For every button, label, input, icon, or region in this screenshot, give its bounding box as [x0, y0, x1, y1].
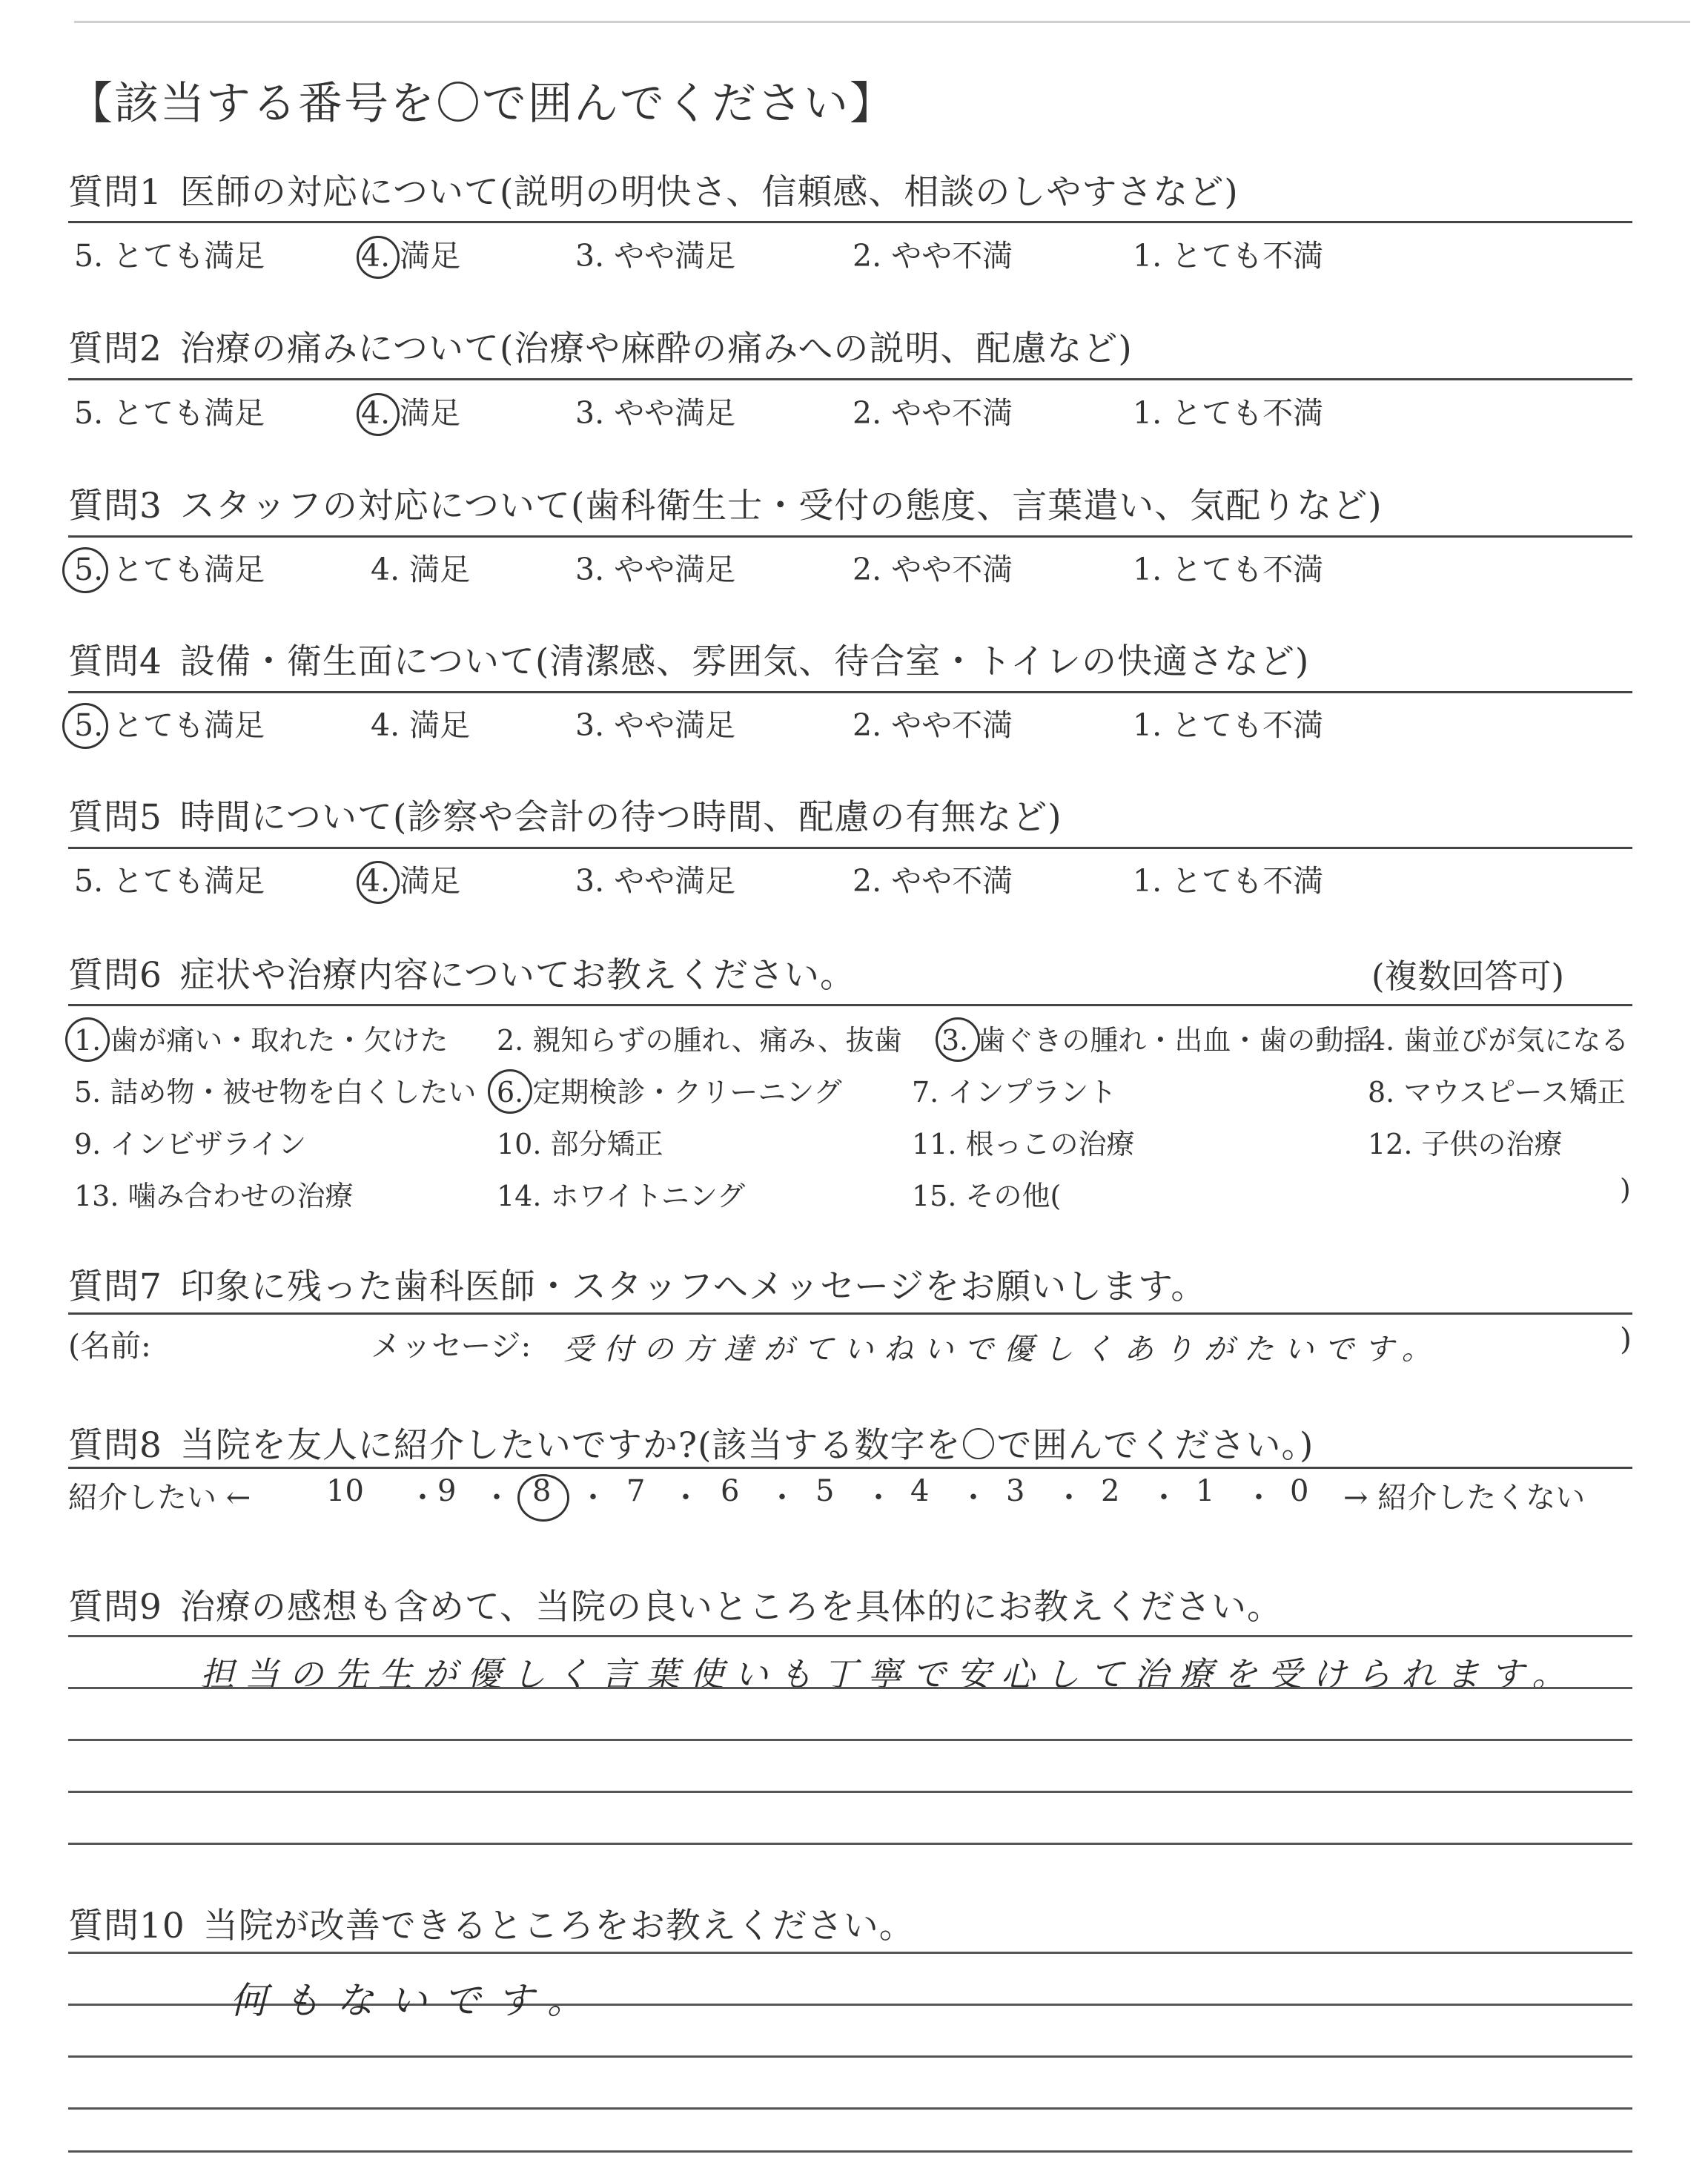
symptom-option-15[interactable]: 15. その他( — [912, 1180, 1062, 1212]
question-text: 治療の感想も含めて、当院の良いところを具体的にお教えください。 — [179, 1587, 1282, 1628]
writing-line — [68, 1635, 1632, 1637]
question-number: 質問3 — [68, 486, 162, 526]
symptom-option-7[interactable]: 7. インプラント — [912, 1076, 1117, 1109]
question-5-rule — [68, 847, 1632, 849]
question-text: 治療の痛みについて(治療や麻酔の痛みへの説明、配慮など) — [179, 328, 1133, 369]
writing-line — [68, 2150, 1632, 2153]
question-2-title — [68, 321, 1133, 371]
option-5[interactable]: 5. とても満足 — [74, 395, 265, 431]
question-8-rule — [68, 1467, 1632, 1469]
symptom-option-9[interactable]: 9. インビザライン — [74, 1128, 307, 1160]
scale-dot: ・ — [1244, 1481, 1274, 1515]
question-number: 質問7 — [68, 1266, 162, 1307]
writing-line — [68, 1687, 1632, 1689]
question-8-title — [68, 1418, 1314, 1467]
option-5[interactable]: 5. とても満足 — [74, 238, 265, 274]
symptom-option-14[interactable]: 14. ホワイトニング — [497, 1180, 746, 1212]
option-5[interactable]: 5. とても満足 — [74, 552, 265, 587]
question-number: 質問8 — [68, 1425, 162, 1466]
symptom-option-5[interactable]: 5. 詰め物・被せ物を白くしたい — [74, 1076, 477, 1109]
not-recommend-label: → 紹介したくない — [1343, 1481, 1586, 1515]
question-9-title — [68, 1579, 1282, 1629]
scale-6[interactable]: 6 — [721, 1474, 740, 1508]
question-text: スタッフの対応について(歯科衛生士・受付の態度、言葉遣い、気配りなど) — [179, 486, 1383, 526]
question-6-rule — [68, 1004, 1632, 1006]
question-number: 質問6 — [68, 955, 162, 996]
message-label: メッセージ: — [371, 1328, 532, 1364]
option-3[interactable]: 3. やや満足 — [575, 395, 736, 431]
question-text: 設備・衛生面について(清潔感、雰囲気、待合室・トイレの快適さなど) — [179, 641, 1310, 682]
symptom-option-11[interactable]: 11. 根っこの治療 — [912, 1128, 1135, 1160]
question-1-rule — [68, 221, 1632, 223]
writing-line — [68, 1952, 1632, 1954]
option-4[interactable]: 4. 満足 — [361, 395, 461, 431]
writing-line — [68, 2055, 1632, 2058]
selection-circle — [65, 1017, 110, 1062]
writing-line — [68, 1791, 1632, 1793]
option-1[interactable]: 1. とても不満 — [1133, 552, 1324, 587]
symptom-option-4[interactable]: 4. 歯並びが気になる — [1368, 1024, 1629, 1057]
scale-8[interactable]: 8 — [532, 1474, 552, 1508]
writing-line — [68, 1843, 1632, 1845]
option-4[interactable]: 4. 満足 — [371, 707, 471, 743]
symptom-option-3[interactable]: 3. 歯ぐきの腫れ・出血・歯の動揺 — [941, 1024, 1372, 1057]
scale-2[interactable]: 2 — [1101, 1474, 1120, 1508]
symptom-option-12[interactable]: 12. 子供の治療 — [1368, 1128, 1563, 1160]
question-2-rule — [68, 378, 1632, 380]
option-3[interactable]: 3. やや満足 — [575, 552, 736, 587]
scale-dot: ・ — [578, 1481, 608, 1515]
question-10-title — [68, 1898, 915, 1948]
option-3[interactable]: 3. やや満足 — [575, 238, 736, 274]
scale-3[interactable]: 3 — [1006, 1474, 1025, 1508]
option-3[interactable]: 3. やや満足 — [575, 863, 736, 899]
scale-dot: ・ — [959, 1481, 988, 1515]
scale-5[interactable]: 5 — [815, 1474, 835, 1508]
question-text: 印象に残った歯科医師・スタッフへメッセージをお願いします。 — [179, 1266, 1207, 1307]
question-text: 症状や治療内容についてお教えください。 — [179, 955, 855, 996]
selection-circle — [517, 1474, 569, 1522]
option-5[interactable]: 5. とても満足 — [74, 707, 265, 743]
name-label: (名前: — [68, 1328, 151, 1364]
symptom-option-2[interactable]: 2. 親知らずの腫れ、痛み、抜歯 — [497, 1024, 902, 1057]
question-6-title — [68, 948, 855, 997]
option-5[interactable]: 5. とても満足 — [74, 863, 265, 899]
option-1[interactable]: 1. とても不満 — [1133, 707, 1324, 743]
question-number: 質問2 — [68, 328, 162, 369]
other-close-paren: ) — [1620, 1173, 1631, 1206]
scale-7[interactable]: 7 — [626, 1474, 646, 1508]
selection-circle — [357, 236, 400, 279]
message-close-paren: ) — [1620, 1321, 1632, 1357]
writing-line — [68, 2107, 1632, 2110]
scale-1[interactable]: 1 — [1196, 1474, 1215, 1508]
recommend-label: 紹介したい ← — [68, 1481, 251, 1515]
question-number: 質問9 — [68, 1587, 162, 1628]
writing-line — [68, 1739, 1632, 1741]
good-points-handwritten: 担当の先生が優しく言葉使いも丁寧で安心して治療を受けられます。 — [200, 1654, 1577, 1694]
question-text: 当院が改善できるところをお教えください。 — [202, 1906, 915, 1946]
question-7-title — [68, 1259, 1206, 1309]
selection-circle — [62, 703, 108, 749]
selection-circle — [936, 1017, 980, 1062]
scale-dot: ・ — [864, 1481, 893, 1515]
scale-dot: ・ — [482, 1481, 512, 1515]
symptom-option-10[interactable]: 10. 部分矯正 — [497, 1128, 663, 1160]
scale-dot: ・ — [1149, 1481, 1179, 1515]
question-3-title — [68, 478, 1383, 528]
symptom-option-8[interactable]: 8. マウスピース矯正 — [1368, 1076, 1626, 1109]
question-3-rule — [68, 535, 1632, 538]
scale-dot: ・ — [408, 1481, 437, 1515]
question-1-title — [68, 165, 1239, 214]
top-border — [74, 21, 1690, 23]
option-1[interactable]: 1. とても不満 — [1133, 238, 1324, 274]
question-number: 質問1 — [68, 172, 162, 213]
option-1[interactable]: 1. とても不満 — [1133, 863, 1324, 899]
option-3[interactable]: 3. やや満足 — [575, 707, 736, 743]
scale-dot: ・ — [1054, 1481, 1084, 1515]
question-4-rule — [68, 691, 1632, 693]
option-2[interactable]: 2. やや不満 — [853, 552, 1013, 587]
symptom-option-13[interactable]: 13. 噛み合わせの治療 — [74, 1180, 354, 1212]
improvement-handwritten: 何もないです。 — [230, 1979, 600, 2022]
option-4[interactable]: 4. 満足 — [361, 238, 461, 274]
scale-9[interactable]: 9 — [437, 1474, 457, 1508]
question-number: 質問4 — [68, 641, 162, 682]
question-number: 質問10 — [68, 1906, 185, 1946]
option-2[interactable]: 2. やや不満 — [853, 395, 1013, 431]
question-number: 質問5 — [68, 797, 162, 838]
selection-circle — [357, 861, 400, 904]
multiple-answers-note: (複数回答可) — [1371, 957, 1565, 996]
option-2[interactable]: 2. やや不満 — [853, 707, 1013, 743]
scale-0[interactable]: 0 — [1290, 1474, 1309, 1508]
question-text: 当院を友人に紹介したいですか?(該当する数字を〇で囲んでください。) — [179, 1425, 1314, 1466]
scale-dot: ・ — [767, 1481, 797, 1515]
selection-circle — [62, 547, 108, 593]
option-2[interactable]: 2. やや不満 — [853, 863, 1013, 899]
scale-10[interactable]: 10 — [326, 1474, 364, 1508]
question-text: 医師の対応について(説明の明快さ、信頼感、相談のしやすさなど) — [179, 172, 1239, 213]
selection-circle — [488, 1069, 532, 1114]
question-7-rule — [68, 1312, 1632, 1315]
option-1[interactable]: 1. とても不満 — [1133, 395, 1324, 431]
question-5-title — [68, 790, 1062, 839]
option-4[interactable]: 4. 満足 — [371, 552, 471, 587]
message-handwritten: 受付の方達がていねいで優しくありがたいです。 — [563, 1332, 1442, 1367]
instruction-heading: 【該当する番号を〇で囲んでください】 — [68, 78, 896, 130]
question-text: 時間について(診察や会計の待つ時間、配慮の有無など) — [179, 797, 1062, 838]
symptom-option-1[interactable]: 1. 歯が痛い・取れた・欠けた — [74, 1024, 448, 1057]
question-4-title — [68, 634, 1309, 684]
option-4[interactable]: 4. 満足 — [361, 863, 461, 899]
scale-4[interactable]: 4 — [910, 1474, 930, 1508]
scale-dot: ・ — [671, 1481, 701, 1515]
symptom-option-6[interactable]: 6. 定期検診・クリーニング — [497, 1076, 842, 1109]
selection-circle — [357, 393, 400, 436]
option-2[interactable]: 2. やや不満 — [853, 238, 1013, 274]
